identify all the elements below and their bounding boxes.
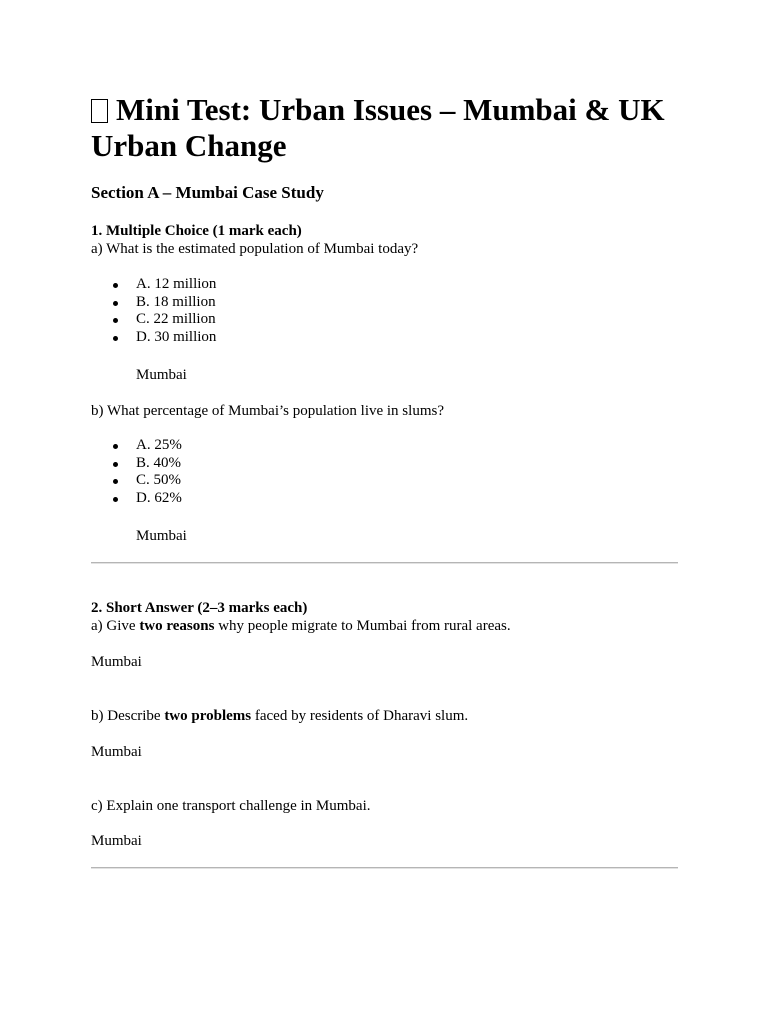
bullet-icon [113,444,118,449]
q1-heading: 1. Multiple Choice (1 mark each) [91,223,302,239]
q1b-question: b) What percentage of Mumbai’s population live in slums? [91,403,444,419]
q2a-note: Mumbai [91,654,142,670]
q1a-note: Mumbai [136,367,187,383]
divider [91,562,678,564]
list-item: C. 50% [91,472,182,490]
bullet-icon [113,283,118,288]
bullet-icon [113,336,118,341]
q2-heading: 2. Short Answer (2–3 marks each) [91,600,308,616]
q2b-note: Mumbai [91,744,142,760]
section-heading: Section A – Mumbai Case Study [91,183,324,202]
page-title-text: Mini Test: Urban Issues – Mumbai & UK Urban Change [91,92,665,163]
q1b-options [91,437,182,508]
bullet-icon [113,497,118,502]
list-item: B. 18 million [91,294,216,312]
q2a-question: a) Give two reasons why people migrate to Mumbai from rural areas. [91,618,511,634]
q2c-note: Mumbai [91,833,142,849]
list-item: D. 30 million [91,329,216,347]
q1a-options [91,276,216,347]
list-item: C. 22 million [91,311,216,329]
q1a-question: a) What is the estimated population of Mumbai today? [91,241,419,257]
bullet-icon [113,479,118,484]
bullet-icon [113,462,118,467]
bullet-icon [113,318,118,323]
page-title [91,92,678,164]
list-item: A. 25% [91,437,182,455]
q2c-question: c) Explain one transport challenge in Mumbai. [91,798,371,814]
bullet-icon [113,301,118,306]
q1b-note: Mumbai [136,528,187,544]
missing-glyph-icon [91,99,108,123]
divider [91,867,678,869]
list-item: B. 40% [91,455,182,473]
list-item: D. 62% [91,490,182,508]
q2b-question: b) Describe two problems faced by residents of Dharavi slum. [91,708,469,724]
list-item: A. 12 million [91,276,216,294]
